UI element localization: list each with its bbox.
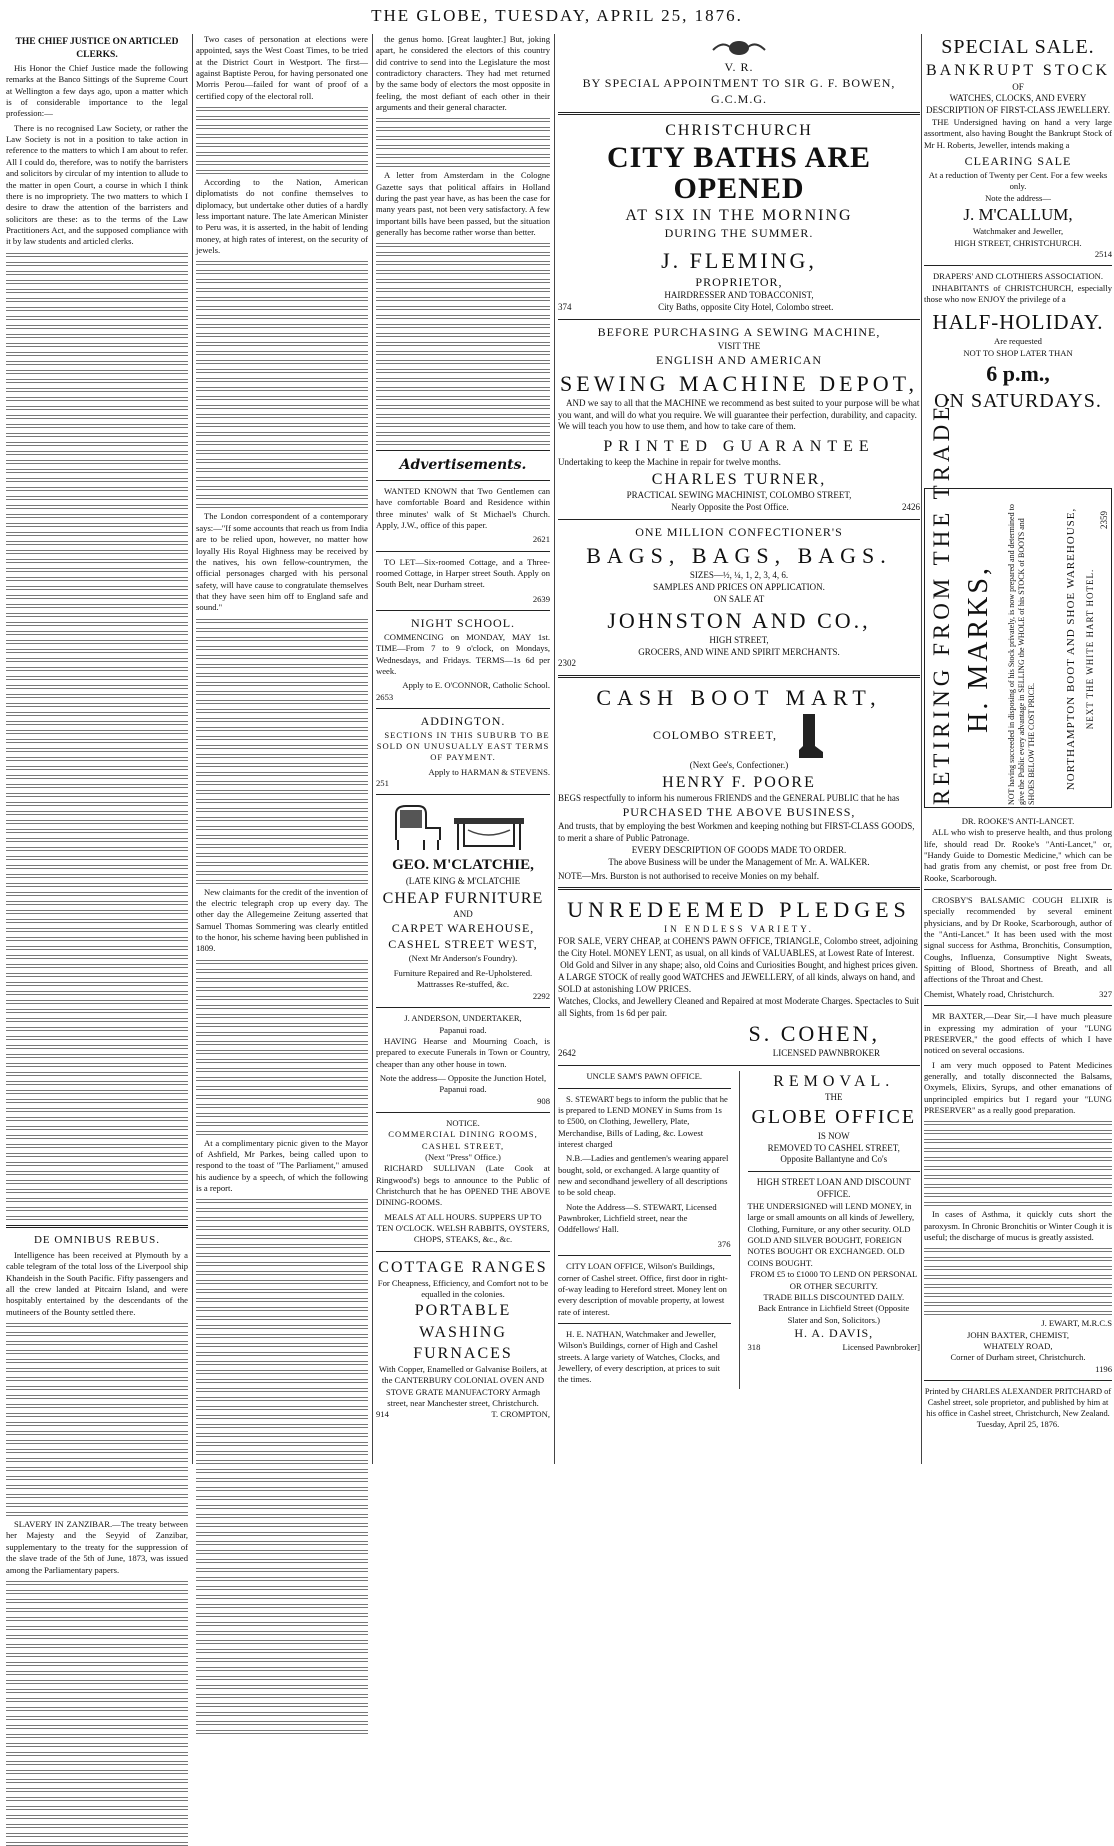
ad-text: ALL who wish to preserve health, and thus prolong life, should read Dr. Rooke's "Anti-Lancet," or, "Handy Guide to Domestic Medicine," which can be had gratis from any chemist, or post free from Dr. Rooke, Scarborough.	[924, 827, 1112, 883]
ad-title: CHEAP FURNITURE	[382, 890, 544, 908]
column-5-lower	[924, 816, 1112, 1464]
text-filler	[924, 1119, 1112, 1206]
advertisements-heading: Advertisements.	[399, 457, 527, 474]
ad-text: HAIRDRESSER AND TOBACCONIST,	[664, 290, 814, 301]
ad-text: COMMENCING on MONDAY, MAY 1st. TIME—From 7 to 9 o'clock, on Mondays, Wednesdays, and Fridays. TERMS—1s 6d per week.	[376, 631, 550, 676]
divider	[376, 1112, 550, 1113]
ad-address: NORTHAMPTON BOOT AND SHOE WAREHOUSE,	[1065, 507, 1077, 791]
column-divider	[372, 34, 373, 1464]
ad-to-let	[376, 557, 550, 605]
divider	[376, 610, 550, 611]
ad-crompton	[376, 1257, 550, 1421]
ad-anderson	[376, 1013, 550, 1107]
ad-number: 2514	[1094, 249, 1112, 260]
ad-text: NOTE—Mrs. Burston is not authorised to receive Monies on my behalf.	[558, 870, 819, 881]
ad-text: CITY LOAN OFFICE, Wilson's Buildings, corner of Cashel street. Office, first door in right-of-way leading to Hereford street. Money lent on every description of movable property, at lowest rate of interest.	[558, 1261, 728, 1317]
ad-text: A LARGE STOCK of really good WATCHES and JEWELLERY, of all kinds, always on hand, and SOLD at astonishing LOW PRICES.	[558, 971, 915, 994]
column-divider	[192, 34, 193, 1464]
divider	[376, 1251, 550, 1252]
ad-text: TO LET—Six-roomed Cottage, and a Three-roomed Cottage, in Harper street South. Apply on South Belt, near Durham street.	[376, 556, 550, 590]
divider	[558, 1065, 920, 1066]
ad-name: JOHN BAXTER, CHEMIST,	[966, 1329, 1069, 1340]
ad-removal	[748, 1071, 921, 1388]
ad-heading: NOTICE.	[446, 1117, 480, 1128]
ad-text: Note the Address—S. STEWART, Licensed Pawnbroker, Lichfield street, near the Oddfellows' Hall.	[558, 1201, 717, 1235]
ad-address: HIGH STREET, CHRISTCHURCH.	[954, 237, 1082, 248]
ad-text: FROM £5 to £1000 TO LEND ON PERSONAL OR OTHER SECURITY.	[750, 1269, 918, 1291]
article-text: the genus homo. [Great laughter.] But, joking apart, he considered the electors of this country did contrive to send into the Legislature the most contradictory characters. They had met returned by the same body of electors the most opposite in feeling, the most defiant of each other in their arguments and their general character.	[376, 34, 550, 113]
ad-title: ON SATURDAYS.	[934, 389, 1102, 412]
ad-text: N.B.—Ladies and gentlemen's wearing apparel bought, sold, or exchanged. A large quantity of new and secondhand jewellery of all descriptions to be sold cheap.	[558, 1153, 729, 1198]
ad-text: And trusts, that by employing the best Workmen and keeping nothing but FIRST-CLASS GOODS, to merit a share of Public Patronage.	[558, 821, 915, 843]
text-filler	[196, 105, 368, 174]
divider	[376, 450, 550, 451]
ad-number: 374	[558, 302, 572, 313]
boot-icon	[795, 712, 825, 760]
ad-addington	[376, 714, 550, 790]
ad-text: In cases of Asthma, it quickly cuts short the paroxysm. In Chronic Bronchitis or Winter Cough it is useful; the discharge of mucus is greatly assisted.	[924, 1209, 1112, 1242]
text-filler	[196, 958, 368, 1135]
ad-text: MEALS AT ALL HOURS. SUPPERS UP TO TEN O'CLOCK. WELSH RABBITS, OYSTERS, CHOPS, STEAKS, &c., &c.	[376, 1211, 550, 1245]
column-divider	[921, 34, 922, 1464]
article-text: A letter from Amsterdam in the Cologne Gazette says that political affairs in Holland during the past year have, as has been the case for many years past, not been very satisfactory. A few important bills have been passed, but the situation generally has become rather worse than better.	[376, 170, 550, 238]
ad-title: CARPET WAREHOUSE,	[391, 921, 535, 936]
divider	[924, 265, 1112, 266]
ad-number: 2639	[532, 593, 550, 604]
ad-text: (Next Mr Anderson's Foundry).	[408, 952, 518, 963]
ad-number: 908	[537, 1095, 550, 1106]
ad-text: Watches, Clocks, and Jewellery Cleaned and Repaired at most Moderate Charges. Spectacles to Suit all Sights, from 1s 6d per pair.	[558, 995, 920, 1018]
vr-cipher: V. R.	[724, 60, 754, 74]
article-text: At a complimentary picnic given to the Mayor of Ashfield, Mr Parkes, being called upon to respond to the toast of "The Parliament," amused his audience by a speech, of which the following is a report.	[196, 1137, 368, 1193]
text-filler	[6, 1321, 188, 1516]
ad-text: FOR SALE, VERY CHEAP, at COHEN'S PAWN OFFICE, TRIANGLE, Colombo street, adjoining the City Hotel. MONEY LENT, as usual, on all kinds of VALUABLES, at Lowest Rate of Interest.	[558, 936, 918, 959]
column-divider	[554, 34, 555, 1464]
ad-heading: NIGHT SCHOOL.	[410, 616, 516, 631]
ad-text: Furniture Repaired and Re-Upholstered. Mattrasses Re-stuffed, &c.	[393, 968, 533, 990]
ad-heading: BEFORE PURCHASING A SEWING MACHINE,	[597, 325, 881, 340]
article-text: New claimants for the credit of the invention of the electric telegraph crop up every day. The other day the Allegemeine Zeitung asserted that Samuel Thomas Sommering was clearly entitled to the honor, his scheme having been published in 1809.	[196, 886, 368, 954]
divider	[376, 480, 550, 481]
ad-text: Undertaking to keep the Machine in repair for twelve months.	[558, 457, 781, 468]
ad-heading: HIGH STREET LOAN AND DISCOUNT OFFICE.	[756, 1177, 911, 1200]
ad-number: 2292	[532, 990, 550, 1001]
ad-address: CASHEL STREET WEST,	[388, 936, 538, 951]
article-text: There is no recognised Law Society, or rather the Law Society is not in a position to take action in reference to the matters to which I am about to refer. All I could do, therefore, was to notify the barristers and solicitors by circular of my intention to allude to the matter in open Court, a course in which I think there is no impropriety. The two matters to which I desire to draw the attention of the barristers and solicitors are these: as to the terms of the Law Practitioners Act, and the supposed compliance with it by law students and articled clerks.	[6, 122, 188, 247]
column-3	[376, 34, 550, 1464]
divider	[924, 1380, 1112, 1381]
ad-subheading: Papanui road.	[439, 1024, 487, 1035]
ad-text: Opposite Ballantyne and Co's	[780, 1154, 888, 1165]
ad-heading: UNCLE SAM'S PAWN OFFICE.	[586, 1071, 703, 1082]
divider	[376, 551, 550, 552]
divider	[558, 319, 920, 320]
ad-text: The above Business will be under the Management of Mr. A. WALKER.	[608, 856, 870, 867]
ad-number: 251	[376, 778, 389, 789]
ad-text: WANTED KNOWN that Two Gentlemen can have comfortable Board and Residence within three minutes' walk of St Michael's Church. Apply, J.W., office of this paper.	[376, 485, 550, 530]
ad-heading: CLEARING SALE	[964, 154, 1072, 169]
text-filler	[196, 617, 368, 884]
divider	[6, 1225, 188, 1228]
divider	[376, 1007, 550, 1008]
ad-dining-rooms	[376, 1118, 550, 1246]
ad-address: Nearly Opposite the Post Office.	[671, 502, 789, 513]
ad-text: THE	[825, 1092, 843, 1103]
ad-text: RICHARD SULLIVAN (Late Cook at Ringwood's) begs to announce to the Public of Christchurch that he has OPENED THE ABOVE DINING-ROOMS.	[376, 1163, 550, 1208]
text-filler	[376, 116, 550, 167]
ad-name: H. MARKS,	[963, 565, 994, 733]
ad-text: Watchmaker and Jeweller,	[972, 226, 1064, 237]
text-filler	[6, 251, 188, 1220]
ad-name: CHARLES TURNER,	[651, 471, 827, 489]
ad-title: SPECIAL SALE.	[941, 36, 1095, 58]
ad-text: WATCHES, CLOCKS, AND EVERY DESCRIPTION OF FIRST-CLASS JEWELLERY.	[925, 93, 1111, 116]
ad-text: SECTIONS IN THIS SUBURB TO BE SOLD ON UNUSUALLY EAST TERMS OF PAYMENT.	[376, 729, 550, 763]
ad-heading: DRAPERS' AND CLOTHIERS ASSOCIATION.	[932, 271, 1104, 282]
article-text: His Honor the Chief Justice made the following remarks at the Banco Sittings of the Supreme Court at Wellington a few days ago, upon a matter which is of considerable importance to the legal profession:—	[6, 63, 188, 119]
ad-heading: J. ANDERSON, UNDERTAKER,	[404, 1013, 522, 1024]
ad-number: 2653	[376, 691, 394, 702]
ad-text: SAMPLES AND PRICES ON APPLICATION.	[653, 581, 825, 592]
ad-heading: PURCHASED THE ABOVE BUSINESS,	[622, 805, 856, 820]
ad-name: JOHNSTON AND CO.,	[607, 607, 871, 633]
ad-number: 914	[376, 1409, 389, 1420]
column-4	[558, 34, 920, 1464]
ad-text: IN ENDLESS VARIETY.	[664, 924, 814, 935]
article-heading: THE CHIEF JUSTICE ON ARTICLED CLERKS.	[15, 37, 179, 60]
ad-address: Corner of Durham street, Christchurch.	[950, 1352, 1086, 1363]
ad-text: Are requested	[994, 336, 1042, 347]
article-text: Two cases of personation at elections were appointed, says the West Coast Times, to be tried at the District Court in Westport. The first—against Baptiste Perou, for having personated one Morris Perou—failed for want of proof of a certified copy of the electoral roll.	[196, 34, 368, 101]
ad-title: GLOBE OFFICE	[751, 1106, 917, 1129]
ad-address: Chemist, Whately road, Christchurch.	[924, 988, 1055, 999]
masthead: THE GLOBE, TUESDAY, APRIL 25, 1876.	[371, 6, 743, 25]
ad-text: THE UNDERSIGNED will LEND MONEY, in large or small amounts on all kinds of Jewellery, Clothing, Furniture, or any other security. OLD GOLD AND SILVER BOUGHT, FOREIGN NOTES BOUGHT OR EXCHANGED. OLD COINS BOUGHT.	[747, 1201, 915, 1268]
ad-contact: Apply to HARMAN & STEVENS.	[428, 766, 550, 777]
ad-name: HENRY F. POORE	[662, 774, 816, 792]
ad-text: GROCERS, AND WINE AND SPIRIT MERCHANTS.	[638, 646, 840, 657]
ad-number: 327	[1099, 988, 1112, 999]
ad-heading: CHRISTCHURCH	[665, 122, 813, 140]
ad-number: 1196	[1095, 1363, 1112, 1374]
ad-number: 376	[717, 1238, 731, 1249]
divider	[558, 887, 920, 890]
ad-number: 2302	[558, 658, 576, 669]
ad-text: SIZES—½, ¼, 1, 2, 3, 4, 6.	[689, 570, 789, 581]
text-filler	[196, 1197, 368, 1734]
divider	[558, 675, 920, 678]
ad-name: S. COHEN,	[748, 1021, 880, 1047]
ad-title: PRINTED GUARANTEE	[603, 438, 875, 456]
ad-text: TRADE BILLS DISCOUNTED DAILY.	[763, 1291, 905, 1302]
ad-text: AND we say to all that the MACHINE we recommend as best suited to your purpose will be what you want, and will do what you require. We will guarantee their perfection, durability, and capacity. We will teach you how to use them, and how to take care of them.	[558, 397, 920, 432]
ad-text: With Copper, Enamelled or Galvanise Boilers, at the CANTERBURY COLONIAL OVEN AND STOVE GRATE MANUFACTORY Armagh street, near Manchester street, Christchurch.	[378, 1363, 548, 1408]
ad-text: DURING THE SUMMER.	[664, 225, 814, 240]
ad-number: 2359	[1099, 511, 1109, 529]
ad-name: J. FLEMING,	[661, 247, 817, 273]
ad-heading: REMOVAL.	[773, 1073, 895, 1091]
ad-title: UNREDEEMED PLEDGES	[567, 897, 911, 923]
ad-text: PRACTICAL SEWING MACHINIST, COLOMBO STREET,	[626, 490, 852, 501]
divider	[376, 708, 550, 709]
ad-text: NOT having succeeded in disposing of his Stock privately, is now prepared and determined to give the Public every advantage in SELLING the WHOLE of his STOCK of BOOTS and SHOES BELOW THE COST PRICE.	[1007, 504, 1036, 805]
ad-heading: DR. ROOKE'S ANTI-LANCET.	[961, 816, 1075, 826]
ad-title: 6 p.m.,	[986, 360, 1050, 386]
ad-text: COLOMBO STREET,	[652, 728, 778, 743]
ad-title: AT SIX IN THE MORNING	[625, 206, 853, 224]
ad-text: CROSBY'S BALSAMIC COUGH ELIXIR is specially recommended by several eminent physicians, and by Dr Rooke, Scarborough, author of the "Anti-Lancet." It has been used with the most signal success for Asthma, Bronchitis, Consumption, Coughs, Influenza, Consumptive Night Sweats, Spitting of Blood, Shortness of Breath, and all affections of the Throat and Chest.	[924, 895, 1112, 985]
ad-text: BEGS respectfully to inform his numerous FRIENDS and the GENERAL PUBLIC that he has	[558, 793, 900, 804]
ad-text: (Next Gee's, Confectioner.)	[689, 760, 789, 771]
ad-title: BAGS, BAGS, BAGS.	[586, 543, 892, 568]
divider	[558, 1088, 731, 1089]
printer-imprint: Printed by CHARLES ALEXANDER PRITCHARD of Cashel street, sole proprietor, and published by him at his office in Cashel street, Christchurch, New Zealand. Tuesday, April 25, 1876.	[924, 1387, 1112, 1430]
article-heading: DE OMNIBUS REBUS.	[33, 1233, 161, 1246]
ad-heading: COTTAGE RANGES	[378, 1258, 548, 1276]
ad-title: HALF-HOLIDAY.	[932, 309, 1104, 334]
divider	[558, 519, 920, 520]
crest-icon	[709, 38, 769, 56]
ad-heading: ADDINGTON.	[420, 713, 506, 728]
ad-text: AND	[453, 909, 473, 920]
ad-title: COMMERCIAL DINING ROOMS, CASHEL STREET,	[388, 1129, 538, 1151]
ad-signature: T. CROMPTON,	[491, 1409, 550, 1420]
ad-text: REMOVED TO CASHEL STREET,	[767, 1142, 900, 1153]
ad-text: NOT TO SHOP LATER THAN	[963, 347, 1073, 358]
ad-address: Note the address— Opposite the Junction Hotel, Papanui road.	[379, 1072, 547, 1095]
ad-text: THE Undersigned having on hand a very large assortment, also having Bought the Bankrupt Stock of Mr H. Roberts, Jeweller, intends making a	[924, 117, 1112, 150]
ad-text: Back Entrance in Lichfield Street (Opposite Slater and Son, Solicitors.)	[758, 1303, 910, 1325]
ad-heading: GEO. M'CLATCHIE,	[392, 857, 534, 874]
ad-title: PORTABLE WASHING FURNACES	[413, 1302, 513, 1362]
text-filler	[376, 241, 550, 445]
article-text: According to the Nation, American diplomatists do not confine themselves to diplomacy, but undertake other duties of a hardly less important nature. The late American Minister to Peru was, it is asserted, in the habit of lending money, at high rates of interest, on the security of jewels.	[196, 177, 368, 256]
ad-address: NEXT THE WHITE HART HOTEL.	[1085, 568, 1095, 730]
text-filler	[924, 1246, 1112, 1315]
ad-title: CITY BATHS ARE OPENED	[606, 140, 872, 206]
ad-text: PROPRIETOR,	[695, 274, 783, 289]
ad-uncle-sams	[558, 1071, 731, 1388]
divider	[558, 1255, 731, 1256]
ad-number: 2426	[902, 502, 920, 513]
ad-text: Licensed Pawnbroker]	[842, 1341, 921, 1352]
ad-text: MR BAXTER,—Dear Sir,—I have much pleasure in expressing my admiration of your "LUNG PRESERVER," the good effects of which I have noticed on several occasions.	[924, 1011, 1112, 1056]
divider	[558, 112, 920, 115]
ad-contact: Apply to E. O'CONNOR, Catholic School.	[402, 680, 550, 691]
text-filler	[6, 1579, 188, 1846]
ad-subheading: (LATE KING & M'CLATCHIE	[405, 876, 521, 887]
ad-number: 2642	[558, 1048, 576, 1059]
divider	[558, 1323, 731, 1324]
divider	[748, 1171, 921, 1172]
ad-number: 318	[747, 1341, 761, 1352]
ad-number: 2621	[532, 534, 550, 545]
ad-text: HAVING Hearse and Mourning Coach, is prepared to execute Funerals in Town or Country, cheaper than any other house in town.	[376, 1035, 550, 1069]
text-filler	[196, 259, 368, 508]
ad-text: At a reduction of Twenty per Cent. For a few weeks only.	[928, 169, 1108, 192]
ad-text: I am very much opposed to Patent Medicines generally, and totally disconnected the Balsams, Oxymels, Elixirs, Syrups, and other emanations of unprincipled empirics but I regard your "LUNG PRESERVER" as a really good preparation.	[924, 1059, 1112, 1115]
ad-name: J. M'CALLUM,	[963, 205, 1073, 225]
article-text: The London correspondent of a contemporary says:—"If some accounts that reach us from India are to be relied upon, however, no matter how loyally His Royal Highness may be received by the natives, his own fellow-countrymen, the official personages charged with his personal safety, will have cause to congratulate themselves that they have seen him off to England safe and sound."	[196, 511, 368, 613]
ad-heading: ONE MILLION CONFECTIONER'S	[635, 525, 843, 540]
ad-text: LICENSED PAWNBROKER	[772, 1048, 880, 1059]
ad-name: H. A. DAVIS,	[794, 1325, 874, 1340]
ad-text: S. STEWART begs to inform the public that he is prepared to LEND MONEY in Sums from 1s to £500, on Clothing, Jewellery, Plate, Merchandise, Bills of Lading, &c. Lowest interest charged	[558, 1093, 728, 1150]
ad-text: IS NOW	[817, 1130, 850, 1141]
ad-text: BY SPECIAL APPOINTMENT TO SIR G. F. BOWEN, G.C.M.G.	[582, 75, 896, 106]
ad-signature: J. EWART, M.R.C.S	[1041, 1318, 1112, 1329]
ad-text: Old Gold and Silver in any shape; also, old Coins and Curiosities Bought, and highest prices given.	[560, 960, 918, 971]
ad-title: RETIRING FROM THE TRADE.	[929, 392, 954, 805]
divider	[924, 889, 1112, 890]
article-text: Intelligence has been received at Plymouth by a cable telegram of the total loss of the Liverpool ship Khandeish in the South Pacific. Fifty passengers and all the crew landed at Pitcairn Island, and were hospitably entertained by the descendants of the mutineers of the Bounty settled there.	[6, 1250, 188, 1317]
ad-text: VISIT THE	[717, 340, 761, 351]
royal-crest	[558, 38, 920, 56]
ad-text: H. E. NATHAN, Watchmaker and Jeweller, Wilson's Buildings, corner of High and Cashel streets. A large variety of Watches, Clocks, and Jewellery, of every description, at prices to suit the times.	[558, 1328, 720, 1385]
ad-text: For Cheapness, Efficiency, and Comfort not to be equalled in the colonies.	[377, 1277, 549, 1300]
ad-text: Note the address—	[985, 192, 1051, 203]
ad-heading: BANKRUPT STOCK	[925, 62, 1111, 80]
divider	[376, 794, 550, 795]
ad-text: HIGH STREET,	[709, 634, 769, 645]
ad-title: CASH BOOT MART,	[596, 685, 882, 711]
ad-text: ON SALE AT	[713, 593, 765, 604]
ad-text: OF	[1012, 81, 1024, 92]
furniture-illustration	[376, 800, 550, 852]
ad-night-school	[376, 616, 550, 703]
ad-title: SEWING MACHINE DEPOT,	[560, 370, 918, 396]
ad-address: WHATELY ROAD,	[983, 1340, 1053, 1351]
ad-mclatchie	[376, 800, 550, 1002]
column-2	[196, 34, 368, 1464]
divider	[924, 1005, 1112, 1006]
ad-wanted	[376, 486, 550, 546]
column-1	[6, 34, 188, 1575]
ad-text: (Next "Press" Office.)	[425, 1151, 501, 1162]
ad-address: City Baths, opposite City Hotel, Colombo street.	[658, 302, 834, 313]
ad-text: INHABITANTS of CHRISTCHURCH, especially those who now ENJOY the privilege of a	[924, 282, 1112, 305]
ad-text: EVERY DESCRIPTION OF GOODS MADE TO ORDER.	[631, 844, 847, 855]
article-text: SLAVERY IN ZANZIBAR.—The treaty between her Majesty and the Seyyid of Zanzibar, supplementary to the treaty for the suppression of the slave trade of the 5th of June, 1873, was issued among the Parliamentary papers.	[6, 1519, 188, 1575]
ad-heading: ENGLISH AND AMERICAN	[655, 352, 822, 367]
